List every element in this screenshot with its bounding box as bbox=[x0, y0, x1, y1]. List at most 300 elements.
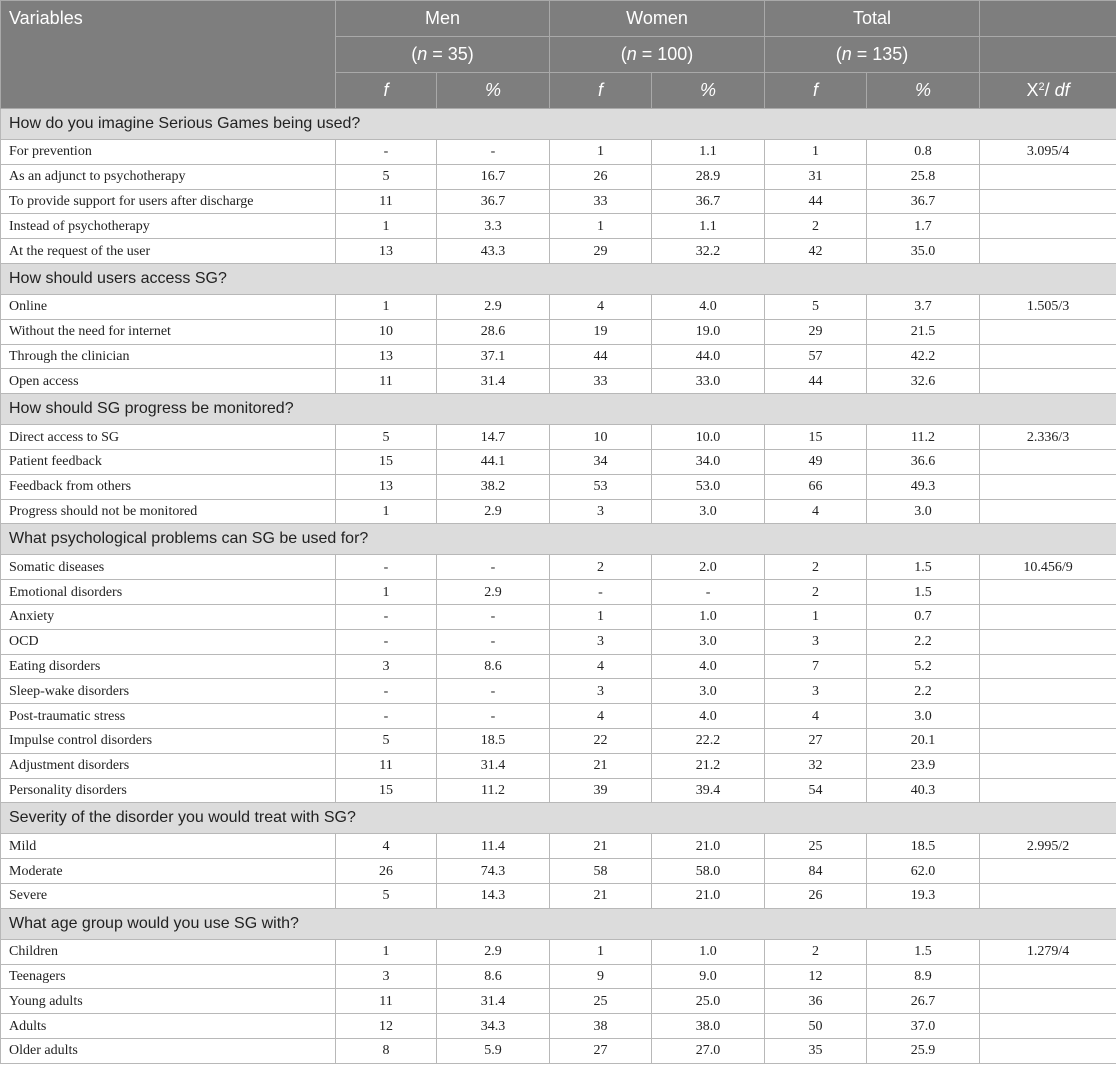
row-label: Eating disorders bbox=[1, 654, 336, 679]
women-pct-cell: 10.0 bbox=[652, 425, 765, 450]
women-pct-cell: 3.0 bbox=[652, 679, 765, 704]
women-f-cell: 1 bbox=[550, 939, 652, 964]
men-f-cell: 26 bbox=[336, 859, 437, 884]
total-f-cell: 44 bbox=[765, 189, 867, 214]
row-label: For prevention bbox=[1, 140, 336, 165]
women-f-cell: 1 bbox=[550, 604, 652, 629]
row-label: Without the need for internet bbox=[1, 319, 336, 344]
total-f-cell: 35 bbox=[765, 1038, 867, 1063]
table-row bbox=[1, 1038, 1116, 1063]
chi-square-cell bbox=[980, 449, 1116, 474]
total-pct-cell: 11.2 bbox=[867, 425, 980, 450]
men-f-header: f bbox=[336, 73, 437, 109]
women-f-cell: 38 bbox=[550, 1014, 652, 1039]
men-pct-cell: - bbox=[437, 629, 550, 654]
row-label: OCD bbox=[1, 629, 336, 654]
row-label: Adjustment disorders bbox=[1, 753, 336, 778]
women-f-cell: 39 bbox=[550, 778, 652, 803]
table-row bbox=[1, 369, 1116, 394]
total-pct-cell: 20.1 bbox=[867, 728, 980, 753]
men-pct-cell: 37.1 bbox=[437, 344, 550, 369]
chi-square-cell bbox=[980, 164, 1116, 189]
section-title: What psychological problems can SG be used for? bbox=[1, 524, 1116, 555]
men-pct-cell: 2.9 bbox=[437, 939, 550, 964]
table-row bbox=[1, 189, 1116, 214]
chi-square-cell bbox=[980, 964, 1116, 989]
total-f-cell: 44 bbox=[765, 369, 867, 394]
men-f-cell: - bbox=[336, 140, 437, 165]
total-pct-cell: 18.5 bbox=[867, 834, 980, 859]
women-f-cell: 21 bbox=[550, 834, 652, 859]
total-f-cell: 25 bbox=[765, 834, 867, 859]
row-label: As an adjunct to psychotherapy bbox=[1, 164, 336, 189]
row-label: Somatic diseases bbox=[1, 555, 336, 580]
total-f-cell: 50 bbox=[765, 1014, 867, 1039]
women-f-cell: 53 bbox=[550, 474, 652, 499]
table-row bbox=[1, 753, 1116, 778]
women-pct-cell: 1.1 bbox=[652, 140, 765, 165]
table-row bbox=[1, 140, 1116, 165]
chi-square-cell bbox=[980, 859, 1116, 884]
men-f-cell: 12 bbox=[336, 1014, 437, 1039]
total-f-cell: 84 bbox=[765, 859, 867, 884]
table-row bbox=[1, 239, 1116, 264]
total-pct-cell: 37.0 bbox=[867, 1014, 980, 1039]
table-row bbox=[1, 555, 1116, 580]
men-pct-cell: 74.3 bbox=[437, 859, 550, 884]
chi-square-cell bbox=[980, 1014, 1116, 1039]
men-f-cell: 11 bbox=[336, 189, 437, 214]
total-pct-cell: 49.3 bbox=[867, 474, 980, 499]
women-pct-header: % bbox=[652, 73, 765, 109]
women-f-cell: 4 bbox=[550, 294, 652, 319]
total-pct-cell: 0.8 bbox=[867, 140, 980, 165]
women-pct-cell: 58.0 bbox=[652, 859, 765, 884]
table-row bbox=[1, 679, 1116, 704]
row-label: Open access bbox=[1, 369, 336, 394]
total-f-cell: 3 bbox=[765, 679, 867, 704]
total-pct-cell: 21.5 bbox=[867, 319, 980, 344]
total-pct-cell: 2.2 bbox=[867, 679, 980, 704]
total-pct-cell: 1.5 bbox=[867, 939, 980, 964]
total-pct-cell: 1.5 bbox=[867, 580, 980, 605]
men-pct-cell: 2.9 bbox=[437, 580, 550, 605]
women-pct-cell: 21.0 bbox=[652, 834, 765, 859]
chi-square-cell bbox=[980, 753, 1116, 778]
total-pct-cell: 3.7 bbox=[867, 294, 980, 319]
women-pct-cell: 33.0 bbox=[652, 369, 765, 394]
table-row bbox=[1, 728, 1116, 753]
table-row bbox=[1, 834, 1116, 859]
women-pct-cell: 19.0 bbox=[652, 319, 765, 344]
men-pct-cell: 36.7 bbox=[437, 189, 550, 214]
men-pct-cell: - bbox=[437, 704, 550, 729]
men-f-cell: 1 bbox=[336, 499, 437, 524]
chi-square-cell: 1.505/3 bbox=[980, 294, 1116, 319]
total-f-header: f bbox=[765, 73, 867, 109]
table-row bbox=[1, 580, 1116, 605]
men-header: Men bbox=[336, 1, 550, 37]
total-f-cell: 36 bbox=[765, 989, 867, 1014]
row-label: Emotional disorders bbox=[1, 580, 336, 605]
total-f-cell: 31 bbox=[765, 164, 867, 189]
table-row bbox=[1, 859, 1116, 884]
men-f-cell: 3 bbox=[336, 964, 437, 989]
table-row bbox=[1, 883, 1116, 908]
men-f-cell: 10 bbox=[336, 319, 437, 344]
section-header-row bbox=[1, 524, 1116, 555]
table-row bbox=[1, 164, 1116, 189]
women-pct-cell: 3.0 bbox=[652, 499, 765, 524]
chi-square-cell bbox=[980, 344, 1116, 369]
row-label: At the request of the user bbox=[1, 239, 336, 264]
row-label: Anxiety bbox=[1, 604, 336, 629]
women-pct-cell: 53.0 bbox=[652, 474, 765, 499]
men-f-cell: 15 bbox=[336, 778, 437, 803]
row-label: To provide support for users after discharge bbox=[1, 189, 336, 214]
men-pct-cell: 8.6 bbox=[437, 654, 550, 679]
total-f-cell: 7 bbox=[765, 654, 867, 679]
chi-square-cell: 1.279/4 bbox=[980, 939, 1116, 964]
total-pct-cell: 23.9 bbox=[867, 753, 980, 778]
row-label: Impulse control disorders bbox=[1, 728, 336, 753]
row-label: Moderate bbox=[1, 859, 336, 884]
men-pct-cell: 31.4 bbox=[437, 753, 550, 778]
table-row bbox=[1, 499, 1116, 524]
chi-square-cell bbox=[980, 319, 1116, 344]
women-f-cell: 21 bbox=[550, 753, 652, 778]
section-title: How should users access SG? bbox=[1, 263, 1116, 294]
men-f-cell: 11 bbox=[336, 369, 437, 394]
women-pct-cell: 4.0 bbox=[652, 294, 765, 319]
row-label: Adults bbox=[1, 1014, 336, 1039]
total-pct-cell: 36.6 bbox=[867, 449, 980, 474]
men-f-cell: 1 bbox=[336, 294, 437, 319]
men-f-cell: 8 bbox=[336, 1038, 437, 1063]
women-pct-cell: 1.1 bbox=[652, 214, 765, 239]
women-pct-cell: 22.2 bbox=[652, 728, 765, 753]
men-f-cell: - bbox=[336, 555, 437, 580]
women-pct-cell: 9.0 bbox=[652, 964, 765, 989]
women-pct-cell: 4.0 bbox=[652, 654, 765, 679]
women-pct-cell: 25.0 bbox=[652, 989, 765, 1014]
men-pct-cell: - bbox=[437, 140, 550, 165]
women-f-cell: 1 bbox=[550, 214, 652, 239]
section-header-row bbox=[1, 803, 1116, 834]
men-f-cell: - bbox=[336, 604, 437, 629]
women-f-cell: 4 bbox=[550, 704, 652, 729]
total-f-cell: 26 bbox=[765, 883, 867, 908]
total-f-cell: 49 bbox=[765, 449, 867, 474]
men-f-cell: 4 bbox=[336, 834, 437, 859]
women-f-cell: 33 bbox=[550, 189, 652, 214]
women-n-header: (n = 100) bbox=[550, 37, 765, 73]
women-f-cell: 29 bbox=[550, 239, 652, 264]
total-f-cell: 15 bbox=[765, 425, 867, 450]
total-pct-cell: 26.7 bbox=[867, 989, 980, 1014]
chi-square-cell bbox=[980, 883, 1116, 908]
women-pct-cell: 38.0 bbox=[652, 1014, 765, 1039]
total-f-cell: 5 bbox=[765, 294, 867, 319]
women-pct-cell: 4.0 bbox=[652, 704, 765, 729]
men-f-cell: 13 bbox=[336, 344, 437, 369]
women-pct-cell: 1.0 bbox=[652, 604, 765, 629]
section-header-row bbox=[1, 263, 1116, 294]
row-label: Older adults bbox=[1, 1038, 336, 1063]
total-pct-cell: 35.0 bbox=[867, 239, 980, 264]
table-row bbox=[1, 1014, 1116, 1039]
table-row bbox=[1, 474, 1116, 499]
chi-square-cell bbox=[980, 214, 1116, 239]
total-pct-cell: 25.9 bbox=[867, 1038, 980, 1063]
women-pct-cell: 32.2 bbox=[652, 239, 765, 264]
women-f-cell: 58 bbox=[550, 859, 652, 884]
row-label: Teenagers bbox=[1, 964, 336, 989]
men-f-cell: 1 bbox=[336, 214, 437, 239]
total-pct-cell: 25.8 bbox=[867, 164, 980, 189]
total-f-cell: 1 bbox=[765, 604, 867, 629]
men-f-cell: 11 bbox=[336, 989, 437, 1014]
total-f-cell: 3 bbox=[765, 629, 867, 654]
women-pct-cell: 3.0 bbox=[652, 629, 765, 654]
women-f-cell: 3 bbox=[550, 499, 652, 524]
row-label: Children bbox=[1, 939, 336, 964]
men-pct-cell: 38.2 bbox=[437, 474, 550, 499]
women-f-cell: 21 bbox=[550, 883, 652, 908]
total-f-cell: 42 bbox=[765, 239, 867, 264]
men-pct-cell: 5.9 bbox=[437, 1038, 550, 1063]
men-pct-cell: 11.2 bbox=[437, 778, 550, 803]
men-pct-cell: 3.3 bbox=[437, 214, 550, 239]
men-pct-cell: 2.9 bbox=[437, 294, 550, 319]
total-f-cell: 2 bbox=[765, 580, 867, 605]
table-row bbox=[1, 344, 1116, 369]
men-pct-cell: 14.3 bbox=[437, 883, 550, 908]
chi-square-cell bbox=[980, 369, 1116, 394]
total-f-cell: 2 bbox=[765, 555, 867, 580]
total-pct-cell: 2.2 bbox=[867, 629, 980, 654]
total-f-cell: 32 bbox=[765, 753, 867, 778]
total-pct-cell: 62.0 bbox=[867, 859, 980, 884]
table-row bbox=[1, 939, 1116, 964]
total-pct-cell: 40.3 bbox=[867, 778, 980, 803]
men-pct-cell: 18.5 bbox=[437, 728, 550, 753]
section-header-row bbox=[1, 109, 1116, 140]
row-label: Direct access to SG bbox=[1, 425, 336, 450]
total-f-cell: 66 bbox=[765, 474, 867, 499]
row-label: Instead of psychotherapy bbox=[1, 214, 336, 239]
total-pct-cell: 8.9 bbox=[867, 964, 980, 989]
women-pct-cell: 44.0 bbox=[652, 344, 765, 369]
men-f-cell: 3 bbox=[336, 654, 437, 679]
chi-square-header: $X^2/$ df bbox=[980, 73, 1116, 109]
women-f-cell: - bbox=[550, 580, 652, 605]
men-f-cell: - bbox=[336, 704, 437, 729]
table-header bbox=[1, 1, 1116, 109]
section-header-row bbox=[1, 908, 1116, 939]
total-f-cell: 4 bbox=[765, 499, 867, 524]
women-f-cell: 2 bbox=[550, 555, 652, 580]
total-pct-cell: 3.0 bbox=[867, 704, 980, 729]
men-pct-cell: 43.3 bbox=[437, 239, 550, 264]
row-label: Post-traumatic stress bbox=[1, 704, 336, 729]
row-label: Mild bbox=[1, 834, 336, 859]
section-title: How do you imagine Serious Games being used? bbox=[1, 109, 1116, 140]
women-pct-cell: 27.0 bbox=[652, 1038, 765, 1063]
men-f-cell: 5 bbox=[336, 883, 437, 908]
row-label: Sleep-wake disorders bbox=[1, 679, 336, 704]
row-label: Young adults bbox=[1, 989, 336, 1014]
total-f-cell: 2 bbox=[765, 939, 867, 964]
men-pct-cell: 16.7 bbox=[437, 164, 550, 189]
women-pct-cell: 21.0 bbox=[652, 883, 765, 908]
men-f-cell: 5 bbox=[336, 425, 437, 450]
men-pct-header: % bbox=[437, 73, 550, 109]
table-row bbox=[1, 964, 1116, 989]
total-pct-cell: 3.0 bbox=[867, 499, 980, 524]
row-label: Through the clinician bbox=[1, 344, 336, 369]
total-pct-cell: 19.3 bbox=[867, 883, 980, 908]
chi-square-cell bbox=[980, 704, 1116, 729]
total-f-cell: 29 bbox=[765, 319, 867, 344]
women-pct-cell: 28.9 bbox=[652, 164, 765, 189]
section-header-row bbox=[1, 394, 1116, 425]
chi-square-cell: 10.456/9 bbox=[980, 555, 1116, 580]
men-pct-cell: 34.3 bbox=[437, 1014, 550, 1039]
men-pct-cell: - bbox=[437, 555, 550, 580]
table-body bbox=[1, 109, 1116, 1064]
women-f-cell: 26 bbox=[550, 164, 652, 189]
men-pct-cell: 11.4 bbox=[437, 834, 550, 859]
table-row bbox=[1, 604, 1116, 629]
row-label: Progress should not be monitored bbox=[1, 499, 336, 524]
men-f-cell: 1 bbox=[336, 939, 437, 964]
women-f-cell: 44 bbox=[550, 344, 652, 369]
chi-square-cell bbox=[980, 1038, 1116, 1063]
chi-square-cell bbox=[980, 654, 1116, 679]
men-f-cell: 1 bbox=[336, 580, 437, 605]
women-f-cell: 3 bbox=[550, 679, 652, 704]
total-f-cell: 4 bbox=[765, 704, 867, 729]
men-f-cell: 15 bbox=[336, 449, 437, 474]
chi-square-cell: 3.095/4 bbox=[980, 140, 1116, 165]
men-pct-cell: 8.6 bbox=[437, 964, 550, 989]
table-row bbox=[1, 294, 1116, 319]
men-f-cell: - bbox=[336, 679, 437, 704]
women-f-cell: 27 bbox=[550, 1038, 652, 1063]
chi-square-cell bbox=[980, 728, 1116, 753]
total-pct-cell: 5.2 bbox=[867, 654, 980, 679]
men-pct-cell: 44.1 bbox=[437, 449, 550, 474]
total-f-cell: 27 bbox=[765, 728, 867, 753]
total-pct-cell: 36.7 bbox=[867, 189, 980, 214]
chi-square-cell bbox=[980, 580, 1116, 605]
men-n-header: (n = 35) bbox=[336, 37, 550, 73]
total-f-cell: 12 bbox=[765, 964, 867, 989]
women-f-cell: 19 bbox=[550, 319, 652, 344]
total-f-cell: 57 bbox=[765, 344, 867, 369]
men-pct-cell: 2.9 bbox=[437, 499, 550, 524]
table-row bbox=[1, 425, 1116, 450]
women-pct-cell: 2.0 bbox=[652, 555, 765, 580]
women-f-cell: 25 bbox=[550, 989, 652, 1014]
chi-square-cell: 2.336/3 bbox=[980, 425, 1116, 450]
women-pct-cell: 36.7 bbox=[652, 189, 765, 214]
men-f-cell: 5 bbox=[336, 164, 437, 189]
chi-square-cell bbox=[980, 604, 1116, 629]
row-label: Personality disorders bbox=[1, 778, 336, 803]
chi-square-cell bbox=[980, 679, 1116, 704]
row-label: Severe bbox=[1, 883, 336, 908]
women-pct-cell: 1.0 bbox=[652, 939, 765, 964]
section-title: What age group would you use SG with? bbox=[1, 908, 1116, 939]
total-f-cell: 2 bbox=[765, 214, 867, 239]
men-pct-cell: 14.7 bbox=[437, 425, 550, 450]
women-f-cell: 4 bbox=[550, 654, 652, 679]
chi-square-cell bbox=[980, 629, 1116, 654]
total-pct-cell: 42.2 bbox=[867, 344, 980, 369]
men-f-cell: 13 bbox=[336, 474, 437, 499]
variables-header: Variables bbox=[1, 1, 336, 109]
chi-square-cell bbox=[980, 499, 1116, 524]
table-row bbox=[1, 654, 1116, 679]
women-f-cell: 3 bbox=[550, 629, 652, 654]
total-f-cell: 54 bbox=[765, 778, 867, 803]
men-f-cell: - bbox=[336, 629, 437, 654]
men-f-cell: 11 bbox=[336, 753, 437, 778]
women-pct-cell: - bbox=[652, 580, 765, 605]
total-pct-cell: 0.7 bbox=[867, 604, 980, 629]
header-row-groups bbox=[1, 1, 1116, 37]
men-pct-cell: - bbox=[437, 679, 550, 704]
men-pct-cell: - bbox=[437, 604, 550, 629]
total-f-cell: 1 bbox=[765, 140, 867, 165]
women-f-cell: 22 bbox=[550, 728, 652, 753]
table-row bbox=[1, 449, 1116, 474]
chi-square-cell bbox=[980, 189, 1116, 214]
men-f-cell: 5 bbox=[336, 728, 437, 753]
table-row bbox=[1, 704, 1116, 729]
women-f-header: f bbox=[550, 73, 652, 109]
total-n-header: (n = 135) bbox=[765, 37, 980, 73]
chi-header-empty-top bbox=[980, 1, 1116, 37]
men-f-cell: 13 bbox=[336, 239, 437, 264]
row-label: Feedback from others bbox=[1, 474, 336, 499]
chi-square-cell bbox=[980, 778, 1116, 803]
row-label: Online bbox=[1, 294, 336, 319]
chi-square-cell bbox=[980, 474, 1116, 499]
total-header: Total bbox=[765, 1, 980, 37]
women-header: Women bbox=[550, 1, 765, 37]
men-pct-cell: 28.6 bbox=[437, 319, 550, 344]
men-pct-cell: 31.4 bbox=[437, 989, 550, 1014]
table-row bbox=[1, 629, 1116, 654]
section-title: Severity of the disorder you would treat with SG? bbox=[1, 803, 1116, 834]
women-f-cell: 34 bbox=[550, 449, 652, 474]
women-pct-cell: 39.4 bbox=[652, 778, 765, 803]
chi-square-cell bbox=[980, 239, 1116, 264]
women-pct-cell: 21.2 bbox=[652, 753, 765, 778]
table-row bbox=[1, 778, 1116, 803]
women-f-cell: 1 bbox=[550, 140, 652, 165]
total-pct-cell: 1.7 bbox=[867, 214, 980, 239]
row-label: Patient feedback bbox=[1, 449, 336, 474]
women-pct-cell: 34.0 bbox=[652, 449, 765, 474]
total-pct-header: % bbox=[867, 73, 980, 109]
section-title: How should SG progress be monitored? bbox=[1, 394, 1116, 425]
total-pct-cell: 32.6 bbox=[867, 369, 980, 394]
men-pct-cell: 31.4 bbox=[437, 369, 550, 394]
